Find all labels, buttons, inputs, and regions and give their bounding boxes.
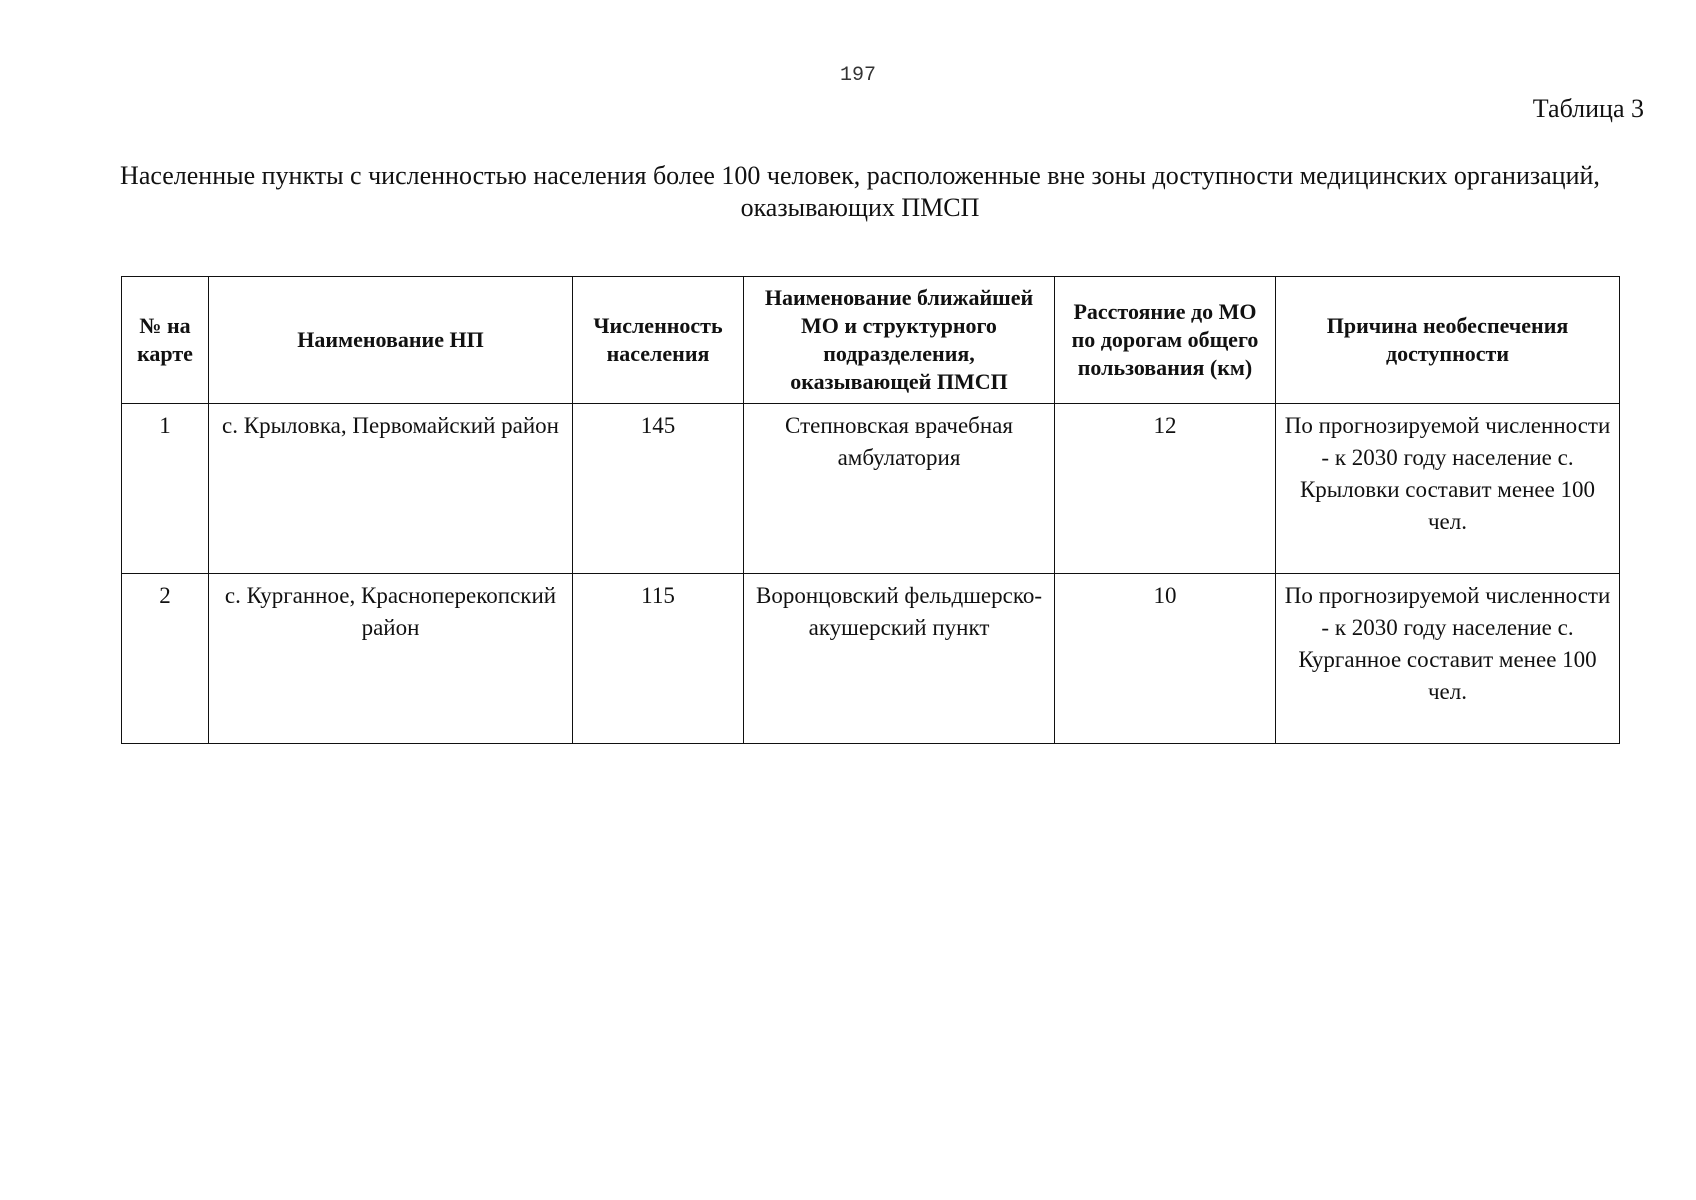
cell-reason: По прогнозируемой численности - к 2030 году население с. Крыловки составит менее 100 чел. (1276, 404, 1620, 574)
cell-map-number: 1 (122, 404, 209, 574)
table-label: Таблица 3 (1532, 94, 1644, 123)
cell-population: 115 (573, 574, 744, 744)
header-reason: Причина необеспечения доступности (1276, 277, 1620, 404)
header-settlement-name: Наименование НП (209, 277, 573, 404)
cell-nearest-mo: Воронцовский фельдшерско-акушерский пункт (744, 574, 1055, 744)
cell-population: 145 (573, 404, 744, 574)
header-distance: Расстояние до МО по дорогам общего пользования (км) (1055, 277, 1276, 404)
table-row (122, 404, 1620, 574)
header-map-number: № на карте (122, 277, 209, 404)
cell-distance: 12 (1055, 404, 1276, 574)
header-nearest-mo: Наименование ближайшей МО и структурного подразделения, оказывающей ПМСП (744, 277, 1055, 404)
cell-settlement-name: с. Крыловка, Первомайский район (209, 404, 573, 574)
cell-map-number: 2 (122, 574, 209, 744)
table-header-row (122, 277, 1620, 404)
table-row (122, 574, 1620, 744)
cell-nearest-mo: Степновская врачебная амбулатория (744, 404, 1055, 574)
cell-reason: По прогнозируемой численности - к 2030 году население с. Курганное составит менее 100 чел. (1276, 574, 1620, 744)
document-title: Населенные пункты с численностью населения более 100 человек, расположенные вне зоны доступности медицинских организаций, оказывающих ПМСП (120, 161, 1600, 222)
cell-settlement-name: с. Курганное, Красноперекопский район (209, 574, 573, 744)
header-population: Численность населения (573, 277, 744, 404)
cell-distance: 10 (1055, 574, 1276, 744)
page-number: 197 (839, 64, 876, 87)
settlements-table (121, 276, 1620, 744)
